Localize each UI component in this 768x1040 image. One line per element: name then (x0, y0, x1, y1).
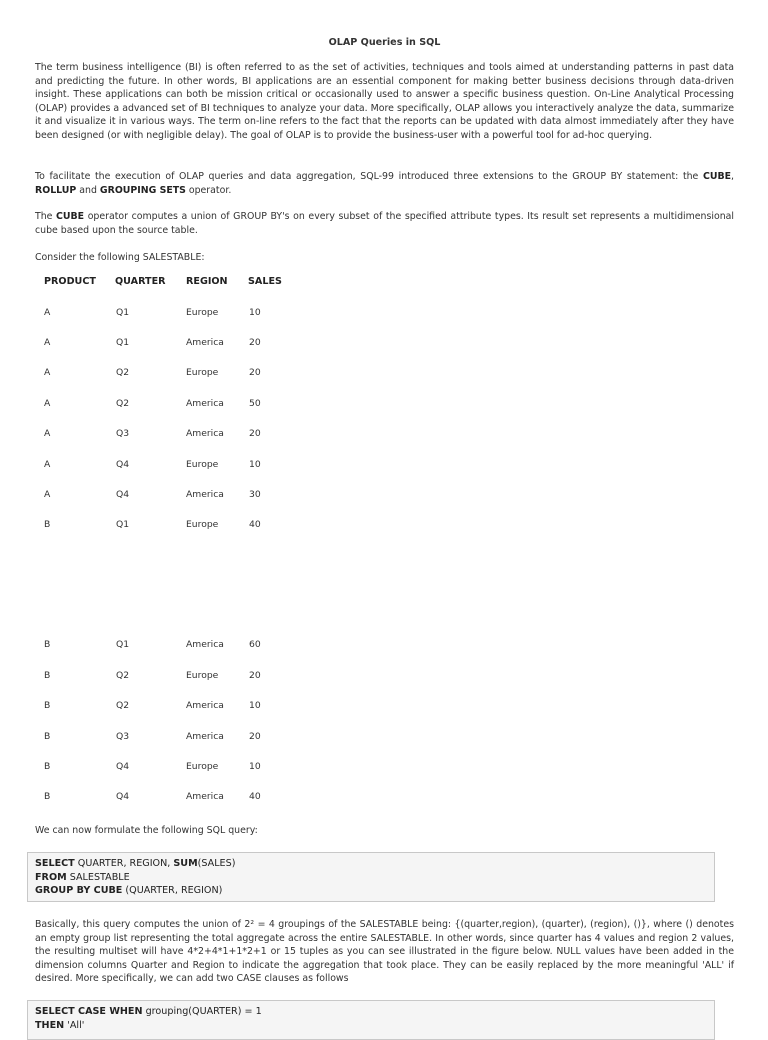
code-line-groupby: GROUP BY CUBE (QUARTER, REGION) (35, 885, 223, 896)
cell-sales: 10 (249, 700, 261, 711)
cell-sales: 40 (249, 791, 261, 802)
cell-region: America (186, 428, 224, 439)
cell-sales: 40 (249, 519, 261, 530)
cell-region: Europe (186, 670, 219, 681)
cell-region: Europe (186, 367, 219, 378)
rollup-keyword: ROLLUP (35, 184, 77, 196)
cell-region: Europe (186, 459, 219, 470)
grouping-sets-keyword: GROUPING SETS (99, 184, 186, 196)
cell-product: B (44, 639, 51, 650)
code-line-select: SELECT QUARTER, REGION, SUM(SALES) (35, 858, 236, 869)
cell-sales: 10 (249, 459, 261, 470)
document-title: OLAP Queries in SQL (328, 37, 441, 48)
sql-code-block-case (27, 1000, 715, 1040)
cell-sales: 20 (249, 337, 261, 348)
cell-product: A (44, 459, 51, 470)
cell-product: A (44, 367, 51, 378)
table-header-sales: SALES (248, 276, 282, 287)
cell-quarter: Q1 (116, 337, 130, 348)
cell-quarter: Q4 (116, 791, 130, 802)
cube-keyword: CUBE (56, 211, 85, 222)
sql-code-block-cube (27, 852, 715, 902)
cell-region: Europe (186, 519, 219, 530)
cell-sales: 20 (249, 428, 261, 439)
sql99-paragraph: To facilitate the execution of OLAP queries and data aggregation, SQL-99 introduced three extensions to the GROUP BY statement: the CUBE, ROLLUP and GROUPING SETS operator. (35, 171, 734, 196)
code-line-case-when: SELECT CASE WHEN grouping(QUARTER) = 1 (35, 1006, 262, 1017)
cell-product: A (44, 428, 51, 439)
cell-product: A (44, 337, 51, 348)
cell-quarter: Q4 (116, 459, 130, 470)
cell-sales: 10 (249, 761, 261, 772)
cell-region: America (186, 791, 224, 802)
cell-quarter: Q4 (116, 489, 130, 500)
cell-product: B (44, 791, 51, 802)
cell-quarter: Q4 (116, 761, 130, 772)
table-header-product: PRODUCT (44, 276, 96, 287)
cell-quarter: Q3 (116, 428, 130, 439)
intro-paragraph: The term business intelligence (BI) is often referred to as the set of activities, techniques and tools aimed at understanding patterns in past data and predicting the future. In other words, BI applications are an essential component for making better business decisions through data-driven insight. These applications can both be mission critical or occasionally used to answer a specific business question. On-Line Analytical Processing (OLAP) provides a advanced set of BI techniques to analyze your data. More specifically, OLAP allows you interactively analyze the data, summarize it and visualize it in various ways. The term on-line refers to the fact that the reports can be updated with data almost immediately after they have been designed (or with negligible delay). The goal of OLAP is to provide the business-user with a powerful tool for ad-hoc querying. (35, 62, 734, 141)
cell-product: B (44, 731, 51, 742)
cell-product: B (44, 700, 51, 711)
cell-region: America (186, 639, 224, 650)
sql-query-intro: We can now formulate the following SQL query: (35, 825, 258, 836)
cell-product: B (44, 670, 51, 681)
cell-sales: 20 (249, 367, 261, 378)
cell-quarter: Q3 (116, 731, 130, 742)
cell-region: America (186, 337, 224, 348)
cell-sales: 50 (249, 398, 261, 409)
cell-quarter: Q2 (116, 700, 130, 711)
cell-region: Europe (186, 761, 219, 772)
code-line-then: THEN 'All' (35, 1019, 85, 1031)
cell-sales: 20 (249, 670, 261, 681)
cell-product: A (44, 489, 51, 500)
cube-keyword: CUBE (702, 171, 732, 182)
cell-region: America (186, 731, 224, 742)
cell-sales: 20 (249, 731, 261, 742)
cell-sales: 30 (249, 489, 261, 500)
code-line-from: FROM SALESTABLE (35, 871, 130, 883)
cell-product: B (44, 519, 51, 530)
cell-product: A (44, 398, 51, 409)
cell-region: Europe (186, 307, 219, 318)
table-header-quarter: QUARTER (115, 276, 166, 287)
cell-quarter: Q1 (116, 639, 130, 650)
cell-quarter: Q2 (116, 367, 130, 378)
cell-quarter: Q2 (116, 398, 130, 409)
cell-quarter: Q1 (116, 519, 130, 530)
cell-product: A (44, 307, 51, 318)
cell-sales: 10 (249, 307, 261, 318)
cell-sales: 60 (249, 639, 261, 650)
cube-explanation-paragraph: Basically, this query computes the union of 2² = 4 groupings of the SALESTABLE being: {(quarter,region), (quarter), (region), ()}, where () denotes an empty group list representing the total aggregate across the entire SALESTABLE. In other words, since quarter has 4 values and region 2 values, the resulting multiset will have 4*2+4*1+1*2+1 or 15 tuples as you can see illustrated in the figure below. NULL values have been added in the dimension columns Quarter and Region to indicate the aggregation that took place. They can be easily replaced by the more meaningful 'ALL' if desired. More specifically, we can add two CASE clauses as follows (35, 919, 734, 984)
cell-quarter: Q1 (116, 307, 130, 318)
salestable-intro: Consider the following SALESTABLE: (35, 252, 205, 263)
table-header-region: REGION (186, 276, 228, 287)
cell-quarter: Q2 (116, 670, 130, 681)
cell-region: America (186, 700, 224, 711)
cell-region: America (186, 398, 224, 409)
cell-product: B (44, 761, 51, 772)
cell-region: America (186, 489, 224, 500)
cube-operator-paragraph: The CUBE operator computes a union of GROUP BY's on every subset of the specified attribute types. Its result set represents a multidimensional cube based upon the source table. (35, 211, 735, 236)
